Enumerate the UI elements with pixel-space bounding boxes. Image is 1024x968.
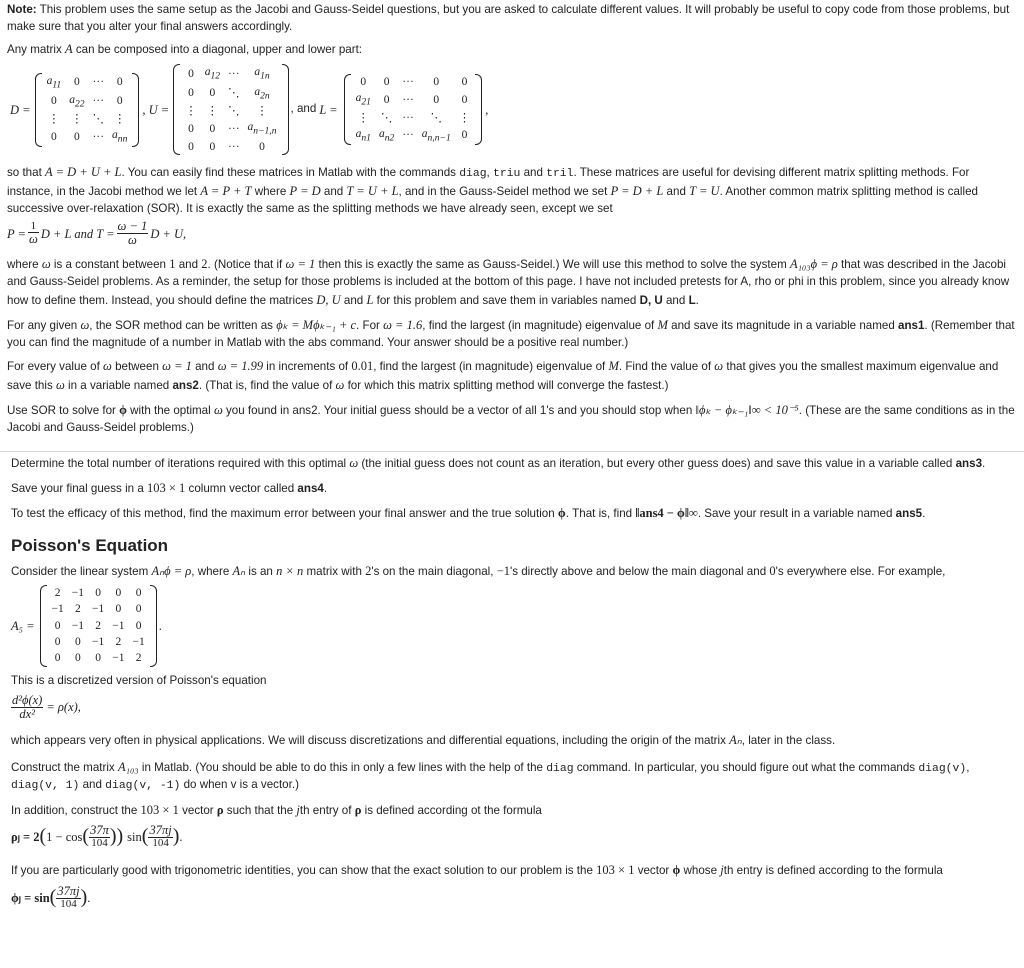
poisson-heading: Poisson's Equation xyxy=(11,536,169,556)
a5-cell: 0 xyxy=(135,619,142,632)
d-label: D = xyxy=(10,102,31,117)
a5-cell: 2 xyxy=(54,586,61,599)
discretized-text: This is a discretized version of Poisson's equation xyxy=(11,673,267,687)
sor-solve-paragraph: Use SOR to solve for ϕ with the optimal ω you found in ans2. Your initial guess should be a vector of all 1's and you should stop when ‖ϕₖ − ϕₖ₋₁‖∞ < 10⁻⁵. (These are the same conditions as in the Jacobi and Gauss-Seidel problems.) xyxy=(7,402,1015,434)
u-label: , U = xyxy=(142,102,170,117)
ans4-paragraph: Save your final guess in a 103 × 1 column vector called ans4. xyxy=(11,480,328,495)
a5-cell: 2 xyxy=(75,603,81,616)
a5-cell: 0 xyxy=(54,619,61,632)
a5-cell: 0 xyxy=(135,603,142,616)
a5-cell: 2 xyxy=(115,635,122,648)
continued-section xyxy=(0,451,1024,968)
a5-cell: −1 xyxy=(92,635,105,648)
ans3-paragraph: Determine the total number of iterations required with this optimal ω (the initial guess does not count as an iteration, but every other guess does) and save this value in a variable called ans3. xyxy=(11,456,986,470)
a5-cell: 0 xyxy=(95,652,102,665)
matrix-decomposition: D = $a_{11}$ 0 ··· 0 0 $a_{22}$ ··· 0 ⋮ ⋮ ⋱ ⋮ 0 0 ··· $a_{nn}$ , U = 0 $a_{12}$ ··· $a_{1n}$ 0 0 ⋱ $a_{2n}$ ⋮ ⋮ ⋱ ⋮ 0 0 ··· $a_{n-1,n}$ 0 0 ··· 0 , and L = 0 0 ··· 0 0 $a_{21}$ 0 ··· 0 0 ⋮ ⋱ ··· ⋱ ⋮ $a_{n1}$ $a_{n2}$ ··· $a_{n,n-1}$ 0 , xyxy=(10,64,1015,155)
split-paragraph: so that A = D + U + L. You can easily find these matrices in Matlab with the commands diag, triu and tril. These matrices are useful for devising different matrix splitting methods. For instance, in the Jacobi method we let A = P + T where P = D and T = U + L, and in the Gauss-Seidel method we set P = D + L and T = U. Another common matrix splitting method is called successive over-relaxation (SOR). It is exactly the same as the splitting methods we have already seen, except we set xyxy=(7,164,978,216)
matrix-u: 0 $a_{12}$ ··· $a_{1n}$ 0 0 ⋱ $a_{2n}$ ⋮ ⋮ ⋱ ⋮ 0 0 ··· $a_{n-1,n}$ 0 0 ··· 0 xyxy=(173,64,288,155)
note-paragraph: Note: This problem uses the same setup as the Jacobi and Gauss-Seidel questions, but you are asked to calculate different values. It will probably be useful to copy code from those problems, but make sure that you alter your final answers accordingly. xyxy=(7,3,1010,33)
a5-cell: 2 xyxy=(95,619,102,632)
a5-cell: −1 xyxy=(132,635,145,648)
matrix-a5 xyxy=(40,585,157,667)
l-label: L = xyxy=(319,102,338,117)
a5-cell: 0 xyxy=(54,652,61,665)
a5-cell: 2 xyxy=(135,652,142,665)
a5-cell: −1 xyxy=(71,619,85,632)
intro-paragraph: Any matrix A can be composed into a diagonal, upper and lower part: xyxy=(7,41,363,56)
a5-cell: 0 xyxy=(75,635,81,648)
sor-formula: P = $\frac{1}{\omega}$ D + L and T = $\frac{\omega - 1}{\omega}$ D + U, xyxy=(7,219,187,248)
ans2-paragraph: For every value of ω between ω = 1 and ω = 1.99 in increments of 0.01, find the largest (in magnitude) eigenvalue of M. Find the value of ω that gives you the smallest maximum eigenvalue and save this ω in a variable named ans2. (That is, find the value of ω for which this matrix splitting method will converge the fastest.) xyxy=(7,359,999,393)
ans1-paragraph: For any given ω, the SOR method can be written as ϕₖ = Mϕₖ₋₁ + c. For ω = 1.6, find the largest (in magnitude) eigenvalue of M and save its magnitude in a variable named ans1. (Remember that you can find the magnitude of a number in Matlab with the abs command. Your answer should be a positive real number.) xyxy=(7,317,1015,349)
rho-formula: ρⱼ = 2 ( 1 − cos ( $\frac{37\pi}{104}$ ) ) sin ( $\frac{37\pi j}{104}$ ) . xyxy=(11,823,183,850)
problem-statement xyxy=(7,2,1015,436)
a5-cell: 0 xyxy=(54,635,61,648)
ans5-paragraph: To test the efficacy of this method, find the maximum error between your final answer and the true solution ϕ. That is, find ‖ans4 − ϕ‖∞. Save your result in a variable named ans5. xyxy=(11,505,926,520)
a5-cell: 0 xyxy=(135,586,142,599)
a5-row xyxy=(48,634,149,650)
a5-cell: −1 xyxy=(112,619,125,632)
a5-row xyxy=(48,601,149,617)
a5-cell: 0 xyxy=(115,603,122,616)
a5-cell: 0 xyxy=(115,586,122,599)
omega-paragraph: where ω is a constant between 1 and 2. (Notice that if ω = 1 then this is exactly the same as Gauss-Seidel.) We will use this method to solve the system A₁₀₃ϕ = ρ that was described in the Jacobi and Gauss-Seidel problems. As a reminder, the setup for those problems is included at the bottom of this page. I have not included pretests for A, rho or phi in this problem, since you already know how to define them. Instead, you should define the matrices D, U and L for this problem and save them in variables named D, U and L. xyxy=(7,257,1010,307)
a5-cell: 0 xyxy=(75,652,81,665)
poisson-equation: $\frac{\text{d²ϕ(x)}}{\text{dx²}}$ = ρ(x), xyxy=(12,692,81,721)
note-label: Note: xyxy=(7,3,37,16)
a5-cell: −1 xyxy=(51,603,64,616)
a5-matrix-block: A₅ = 2 −1 0 0 0 −1 2 −1 0 0 0 −1 2 −1 0 0 0 −1 2 −1 0 0 0 −1 2 . xyxy=(11,585,1011,667)
a5-cell: −1 xyxy=(92,603,105,616)
phi-formula: ϕⱼ = sin ( $\frac{37\pi j}{104}$ ) . xyxy=(11,883,91,910)
matrix-l: 0 0 ··· 0 0 $a_{21}$ 0 ··· 0 0 ⋮ ⋱ ··· ⋱ ⋮ $a_{n1}$ $a_{n2}$ ··· $a_{n,n-1}$ 0 xyxy=(344,74,483,145)
rho-paragraph: In addition, construct the 103 × 1 vector ρ such that the jth entry of ρ is defined according ot the formula xyxy=(11,802,542,817)
a5-cell: 0 xyxy=(95,586,102,599)
poisson-intro: Consider the linear system Aₙϕ = ρ, where Aₙ is an n × n matrix with 2's on the main diagonal, −1's directly above and below the main diagonal and 0's everywhere else. For example, xyxy=(11,564,946,579)
physical-paragraph: which appears very often in physical applications. We will discuss discretizations and differential equations, including the origin of the matrix Aₙ, later in the class. xyxy=(11,732,836,747)
a5-cell: −1 xyxy=(112,652,125,665)
a5-row xyxy=(48,585,149,601)
a5-row xyxy=(48,618,149,634)
a5-cell: −1 xyxy=(71,586,85,599)
exact-paragraph: If you are particularly good with trigonometric identities, you can show that the exact solution to our problem is the 103 × 1 vector ϕ whose jth entry is defined according to the formula xyxy=(11,863,943,878)
matrix-d: $a_{11}$ 0 ··· 0 0 $a_{22}$ ··· 0 ⋮ ⋮ ⋱ ⋮ 0 0 ··· $a_{nn}$ xyxy=(35,73,140,147)
construct-paragraph: Construct the matrix A₁₀₃ in Matlab. (You should be able to do this in only a few lines with the help of the diag command. In particular, you should figure out what the commands diag(v), diag(v, 1) and diag(v, -1) do when v is a vector.) xyxy=(11,759,970,793)
a5-row xyxy=(48,650,149,666)
